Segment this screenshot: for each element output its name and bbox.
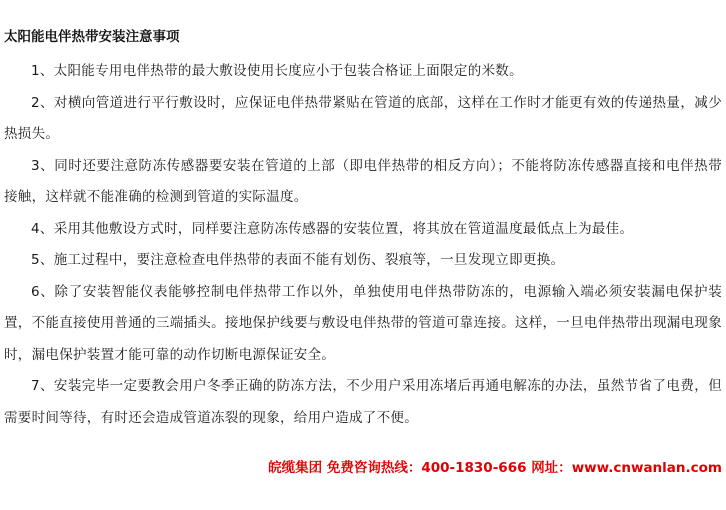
list-item: 2、对横向管道进行平行敷设时，应保证电伴热带紧贴在管道的底部，这样在工作时才能更有效的传递热量，减少热损失。: [4, 94, 722, 142]
list-item: 5、施工过程中，要注意检查电伴热带的表面不能有划伤、裂痕等，一旦发现立即更换。: [31, 252, 565, 268]
list-item: 1、太阳能专用电伴热带的最大敷设使用长度应小于包装合格证上面限定的米数。: [31, 63, 523, 79]
website-label: 网址：: [531, 460, 572, 476]
company-name: 皖缆集团: [268, 460, 323, 476]
contact-footer: [4, 458, 722, 478]
hotline-label: 免费咨询热线：: [326, 460, 422, 476]
hotline-number[interactable]: 400-1830-666: [421, 460, 527, 476]
website-link[interactable]: www.cnwanlan.com: [571, 460, 722, 476]
document-body: [4, 0, 722, 476]
document-title: 太阳能电伴热带安装注意事项: [4, 29, 180, 45]
list-item: 3、同时还要注意防冻传感器要安装在管道的上部（即电伴热带的相反方向）；不能将防冻传感器直接和电伴热带接触，这样就不能准确的检测到管道的实际温度。: [4, 157, 722, 205]
list-item: 6、除了安装智能仪表能够控制电伴热带工作以外，单独使用电伴热带防冻的，电源输入端必须安装漏电保护装置，不能直接使用普通的三端插头。接地保护线要与敷设电伴热带的管道可靠连接。这样，一旦电伴热带出现漏电现象时，漏电保护装置才能可靠的动作切断电源保证安全。: [4, 283, 722, 363]
list-item: 7、安装完毕一定要教会用户冬季正确的防冻方法，不少用户采用冻堵后再通电解冻的办法，虽然节省了电费，但需要时间等待，有时还会造成管道冻裂的现象，给用户造成了不便。: [4, 378, 722, 426]
list-item: 4、采用其他敷设方式时，同样要注意防冻传感器的安装位置，将其放在管道温度最低点上为最佳。: [31, 220, 634, 237]
